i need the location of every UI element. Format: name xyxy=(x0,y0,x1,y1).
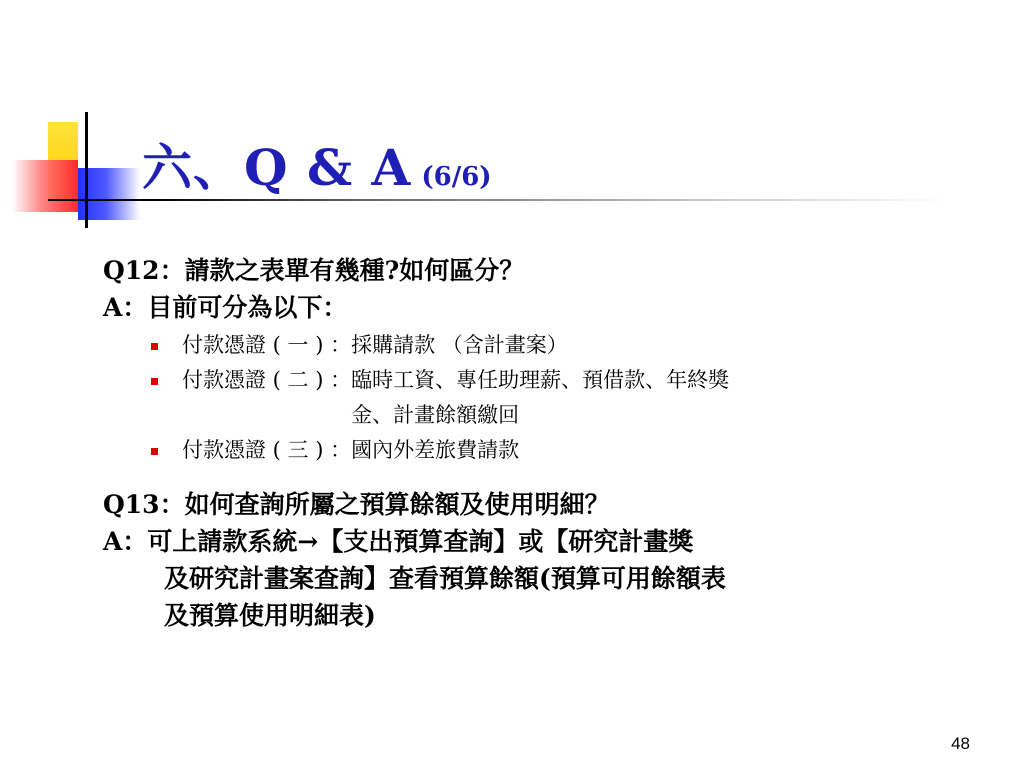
decor-vertical-line xyxy=(85,112,88,228)
q12-answer-label: A： xyxy=(103,293,148,322)
voucher-text xyxy=(351,328,568,363)
q12-label: Q12： xyxy=(103,256,185,285)
q13-text: 如何查詢所屬之預算餘額及使用明細？ xyxy=(184,490,610,519)
q13-answer-line-2: 及研究計畫案查詢】查看預算餘額(預算可用餘額表 xyxy=(164,564,726,593)
voucher-label: 付款憑證 ( 二 ) ： xyxy=(182,368,352,392)
q12-answer xyxy=(103,289,973,326)
payment-voucher-list xyxy=(103,328,973,468)
q13-answer-line-1: 可上請款系統→【支出預算查詢】或【研究計畫獎 xyxy=(147,527,694,556)
slide-body xyxy=(103,252,973,634)
voucher-label: 付款憑證 ( 一 ) ： xyxy=(182,333,352,357)
q13-answer-label: A： xyxy=(103,527,148,556)
list-item xyxy=(103,433,973,468)
q13-question xyxy=(103,486,973,523)
voucher-desc-continued: 金、計畫餘額繳回 xyxy=(351,403,520,427)
square-bullet-icon xyxy=(151,378,158,385)
list-item xyxy=(103,363,973,433)
voucher-desc: 臨時工資、專任助理薪、預借款、年終獎 xyxy=(351,368,730,392)
q13-answer-line-3: 及預算使用明細表) xyxy=(164,601,376,630)
q12-answer-text: 目前可分為以下： xyxy=(147,293,348,322)
square-bullet-icon xyxy=(151,448,158,455)
slide-number: 48 xyxy=(951,734,970,753)
decor-red-block xyxy=(12,160,78,212)
section-gap xyxy=(103,474,973,486)
square-bullet-icon xyxy=(151,343,158,350)
voucher-text xyxy=(351,363,729,433)
q13-answer xyxy=(103,523,973,560)
page-title xyxy=(142,128,492,197)
voucher-desc: 國內外差旅費請款 xyxy=(351,438,520,462)
list-item xyxy=(103,328,973,363)
voucher-label: 付款憑證 ( 三 ) ： xyxy=(182,438,352,462)
voucher-text xyxy=(351,433,519,468)
title-page-indicator: (6/6) xyxy=(421,162,492,192)
q12-question xyxy=(103,252,973,289)
title-main: 六、Q & A xyxy=(142,138,412,197)
voucher-desc: 採購請款 （含計畫案） xyxy=(351,333,568,357)
q12-text: 請款之表單有幾種?如何區分？ xyxy=(184,256,525,285)
q13-label: Q13： xyxy=(103,490,185,519)
